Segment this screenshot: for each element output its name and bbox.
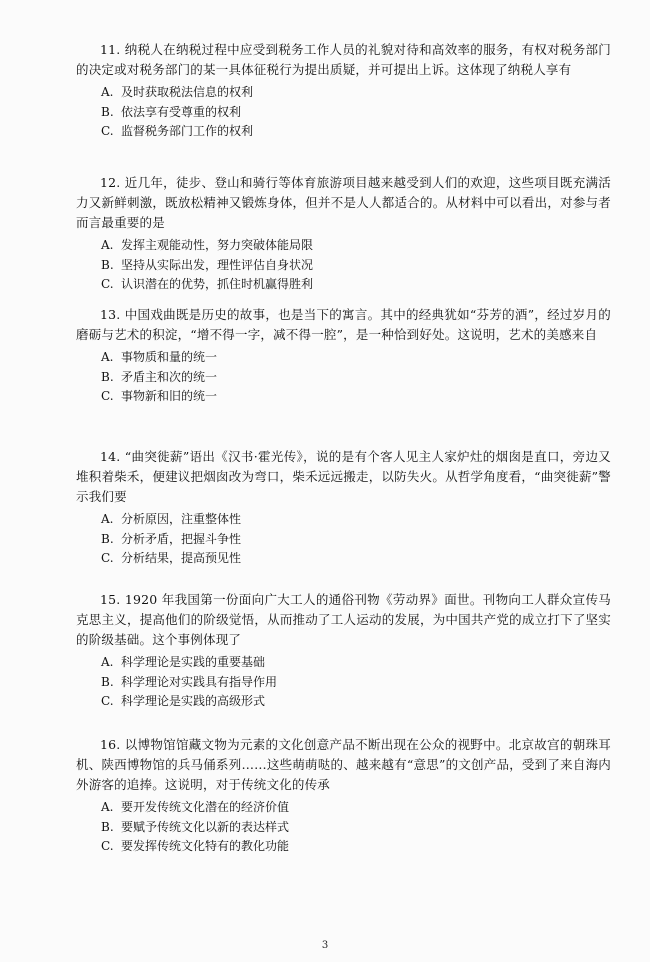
question-text: 近几年，徒步、登山和骑行等体育旅游项目越来越受到人们的欢迎，这些项目既充满活力又新鲜刺激，既放松精神又锻炼身体，但并不是人人都适合的。从材料中可以看出，对参与者而言最重要的是 [76, 175, 611, 230]
question-stem [76, 735, 611, 795]
option-letter: B. [101, 819, 114, 834]
option-text: 科学理论是实践的高级形式 [121, 694, 266, 708]
question-stem [76, 40, 611, 80]
option-a [76, 83, 611, 103]
question-text: 纳税人在纳税过程中应受到税务工作人员的礼貌对待和高效率的服务，有权对税务部门的决定或对税务部门的某一具体征税行为提出质疑，并可提出上诉。这体现了纳税人享有 [76, 42, 611, 77]
option-a [76, 348, 611, 368]
option-letter: B. [101, 257, 114, 272]
option-b [76, 818, 611, 838]
option-letter: A. [101, 350, 114, 364]
question-text: 1920 年我国第一份面向广大工人的通俗刊物《劳动界》面世。刊物向工人群众宣传马克思主义，提高他们的阶级觉悟，从而推动了工人运动的发展，为中国共产党的成立打下了坚实的阶级基础。这个事例体现了 [76, 592, 611, 647]
option-letter: C. [101, 124, 114, 138]
option-text: 认识潜在的优势，抓住时机赢得胜利 [121, 277, 314, 291]
question-13 [76, 305, 611, 407]
option-b [76, 530, 611, 550]
option-text: 要开发传统文化潜在的经济价值 [121, 800, 290, 814]
option-c [76, 549, 611, 569]
question-text: “曲突徙薪”语出《汉书·霍光传》，说的是有个客人见主人家炉灶的烟囱是直口，旁边又堆积着柴禾，便建议把烟囱改为弯口，柴禾远远搬走，以防失火。从哲学角度看，“曲突徙薪”警示我们要 [76, 449, 611, 504]
option-list [76, 348, 611, 407]
question-stem [76, 590, 611, 650]
option-text: 矛盾主和次的统一 [121, 369, 218, 384]
option-letter: B. [101, 674, 114, 689]
option-text: 及时获取税法信息的权利 [121, 85, 254, 99]
question-number: 15. [100, 592, 121, 607]
option-list [76, 510, 611, 569]
option-text: 事物质和量的统一 [121, 350, 218, 364]
option-c [76, 122, 611, 142]
option-letter: B. [101, 104, 114, 119]
question-16 [76, 735, 611, 857]
option-c [76, 275, 611, 295]
question-number: 11. [100, 42, 121, 57]
option-c [76, 837, 611, 857]
option-b [76, 368, 611, 388]
question-text: 以博物馆馆藏文物为元素的文化创意产品不断出现在公众的视野中。北京故宫的朝珠耳机、陕西博物馆的兵马俑系列……这些萌萌哒的、越来越有“意思”的文创产品，受到了来自海内外游客的追捧。这说明，对于传统文化的传承 [76, 737, 611, 792]
option-b [76, 673, 611, 693]
question-number: 16. [100, 737, 121, 752]
option-a [76, 510, 611, 530]
option-text: 坚持从实际出发，理性评估自身状况 [121, 257, 314, 272]
option-letter: B. [101, 531, 114, 546]
option-list [76, 798, 611, 857]
question-stem [76, 305, 611, 345]
option-text: 依法享有受尊重的权利 [121, 104, 242, 119]
option-list [76, 83, 611, 142]
option-letter: B. [101, 369, 114, 384]
option-letter: C. [101, 839, 114, 853]
question-11 [76, 40, 611, 142]
option-letter: A. [101, 238, 114, 252]
option-letter: A. [101, 85, 114, 99]
option-a [76, 236, 611, 256]
question-15 [76, 590, 611, 712]
option-letter: A. [101, 512, 114, 526]
question-number: 12. [100, 175, 121, 190]
page-number: 3 [321, 940, 329, 951]
option-letter: C. [101, 277, 114, 291]
option-a [76, 653, 611, 673]
option-text: 要发挥传统文化特有的教化功能 [121, 839, 290, 853]
question-number: 13. [100, 307, 121, 322]
option-text: 监督税务部门工作的权利 [121, 124, 254, 138]
option-list [76, 236, 611, 295]
question-12 [76, 173, 611, 295]
question-stem [76, 447, 611, 507]
question-14 [76, 447, 611, 569]
option-text: 发挥主观能动性，努力突破体能局限 [121, 238, 314, 252]
option-text: 科学理论对实践具有指导作用 [121, 674, 278, 689]
option-letter: C. [101, 694, 114, 708]
option-c [76, 387, 611, 407]
question-stem [76, 173, 611, 233]
option-text: 分析矛盾，把握斗争性 [121, 531, 242, 546]
option-letter: C. [101, 551, 114, 565]
option-c [76, 692, 611, 712]
option-text: 要赋予传统文化以新的表达样式 [121, 819, 290, 834]
question-text: 中国戏曲既是历史的故事，也是当下的寓言。其中的经典犹如“芬芳的酒”，经过岁月的磨砺与艺术的积淀，“增不得一字，减不得一腔”，是一种恰到好处。这说明，艺术的美感来自 [76, 307, 611, 342]
option-text: 科学理论是实践的重要基础 [121, 655, 266, 669]
option-letter: A. [101, 655, 114, 669]
option-text: 事物新和旧的统一 [121, 389, 218, 403]
option-text: 分析原因，注重整体性 [121, 512, 242, 526]
option-a [76, 798, 611, 818]
option-list [76, 653, 611, 712]
option-b [76, 103, 611, 123]
question-number: 14. [100, 449, 121, 464]
option-b [76, 256, 611, 276]
option-letter: A. [101, 800, 114, 814]
option-text: 分析结果，提高预见性 [121, 551, 242, 565]
option-letter: C. [101, 389, 114, 403]
